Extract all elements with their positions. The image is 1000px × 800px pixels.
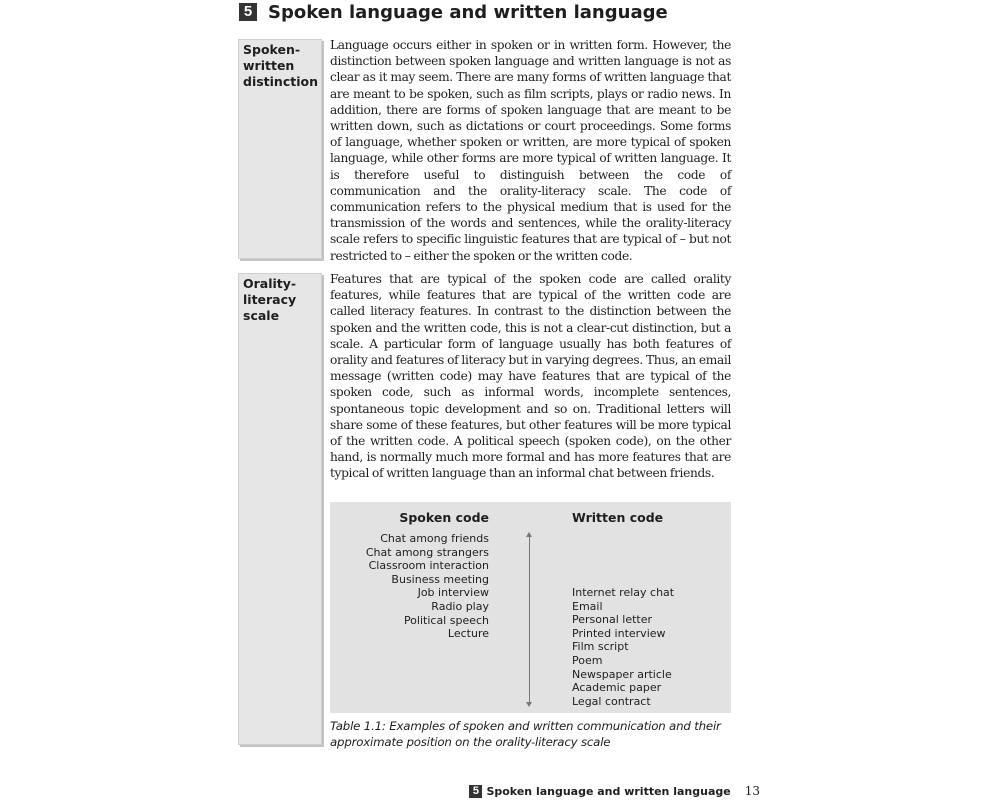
marginal-line: scale	[243, 308, 280, 323]
list-item: Email	[572, 599, 603, 613]
scale-arrow-down-icon	[526, 702, 532, 707]
list-item: Radio play	[431, 599, 489, 613]
list-item: Business meeting	[391, 572, 489, 586]
section-title: Spoken language and written language	[268, 1, 668, 23]
marginal-line: distinction	[243, 74, 318, 89]
list-item: Internet relay chat	[572, 586, 675, 599]
list-item: Job interview	[417, 586, 489, 600]
list-item: Lecture	[447, 627, 489, 641]
list-item: Legal contract	[572, 694, 651, 708]
section-heading	[239, 0, 668, 24]
table-caption: Table 1.1: Examples of spoken and written communication and their approximate position on the orality-literacy scale	[330, 719, 721, 749]
written-code-list	[572, 586, 674, 708]
marginal-note-orality-literacy	[238, 273, 322, 745]
list-item: Political speech	[403, 613, 489, 627]
list-item: Chat among strangers	[365, 545, 489, 559]
footer-section-number-badge: 5	[469, 785, 482, 798]
marginal-note-spoken-written	[238, 39, 322, 259]
paragraph-orality-literacy: Features that are typical of the spoken code are called orality features, while features that are typical of the written code are called literacy features. In contrast to the distinction between the spoken and the written code, this is not a clear-cut distinction, but a scale. A particular form of language usually has both features of orality and features of literacy but in varying degrees. Thus, an email message (written code) may have features that are typical of the spoken code, such as informal words, incomplete sentences, spontaneous topic development and so on. Traditional letters will share some of these features, but other features will be more typical of the written code. A political speech (spoken code), on the other hand, is normally much more formal and has more features that are typical of written language than an informal chat between friends.	[330, 272, 731, 481]
written-code-header: Written code	[572, 510, 664, 525]
marginal-line: Spoken-	[243, 42, 301, 57]
list-item: Classroom interaction	[368, 559, 489, 573]
spoken-code-list	[366, 532, 489, 641]
list-item: Printed interview	[572, 626, 666, 640]
scale-line	[529, 535, 530, 705]
orality-literacy-table	[330, 502, 731, 713]
list-item: Poem	[572, 653, 603, 667]
footer-section-title: Spoken language and written language	[486, 784, 731, 798]
marginal-line: written	[243, 58, 295, 73]
list-item: Academic paper	[572, 681, 662, 695]
marginal-line: Orality-	[243, 276, 297, 291]
list-item: Personal letter	[572, 613, 652, 627]
list-item: Newspaper article	[572, 667, 672, 681]
list-item: Chat among friends	[380, 532, 489, 545]
marginal-line: literacy	[243, 292, 297, 307]
list-item: Film script	[572, 640, 629, 654]
section-number-badge: 5	[239, 3, 257, 21]
paragraph-spoken-written: Language occurs either in spoken or in written form. However, the distinction between spoken language and written language is not as clear as it may seem. There are many forms of written language that are meant to be spoken, such as film scripts, plays or radio news. In addition, there are forms of spoken language that are meant to be written down, such as dictations or court proceedings. Some forms of language, whether spoken or written, are more typical of spoken language, while other forms are more typical of written language. It is therefore useful to distinguish between the code of communication and the orality-literacy scale. The code of communication refers to the physical medium that is used for the transmission of the words and sentences, while the orality-literacy scale refers to specific linguistic features that are typical of – but not restricted to – either the spoken or the written code.	[330, 38, 731, 263]
spoken-code-header: Spoken code	[399, 510, 489, 525]
page-number: 13	[744, 784, 760, 798]
page-footer	[469, 782, 760, 800]
